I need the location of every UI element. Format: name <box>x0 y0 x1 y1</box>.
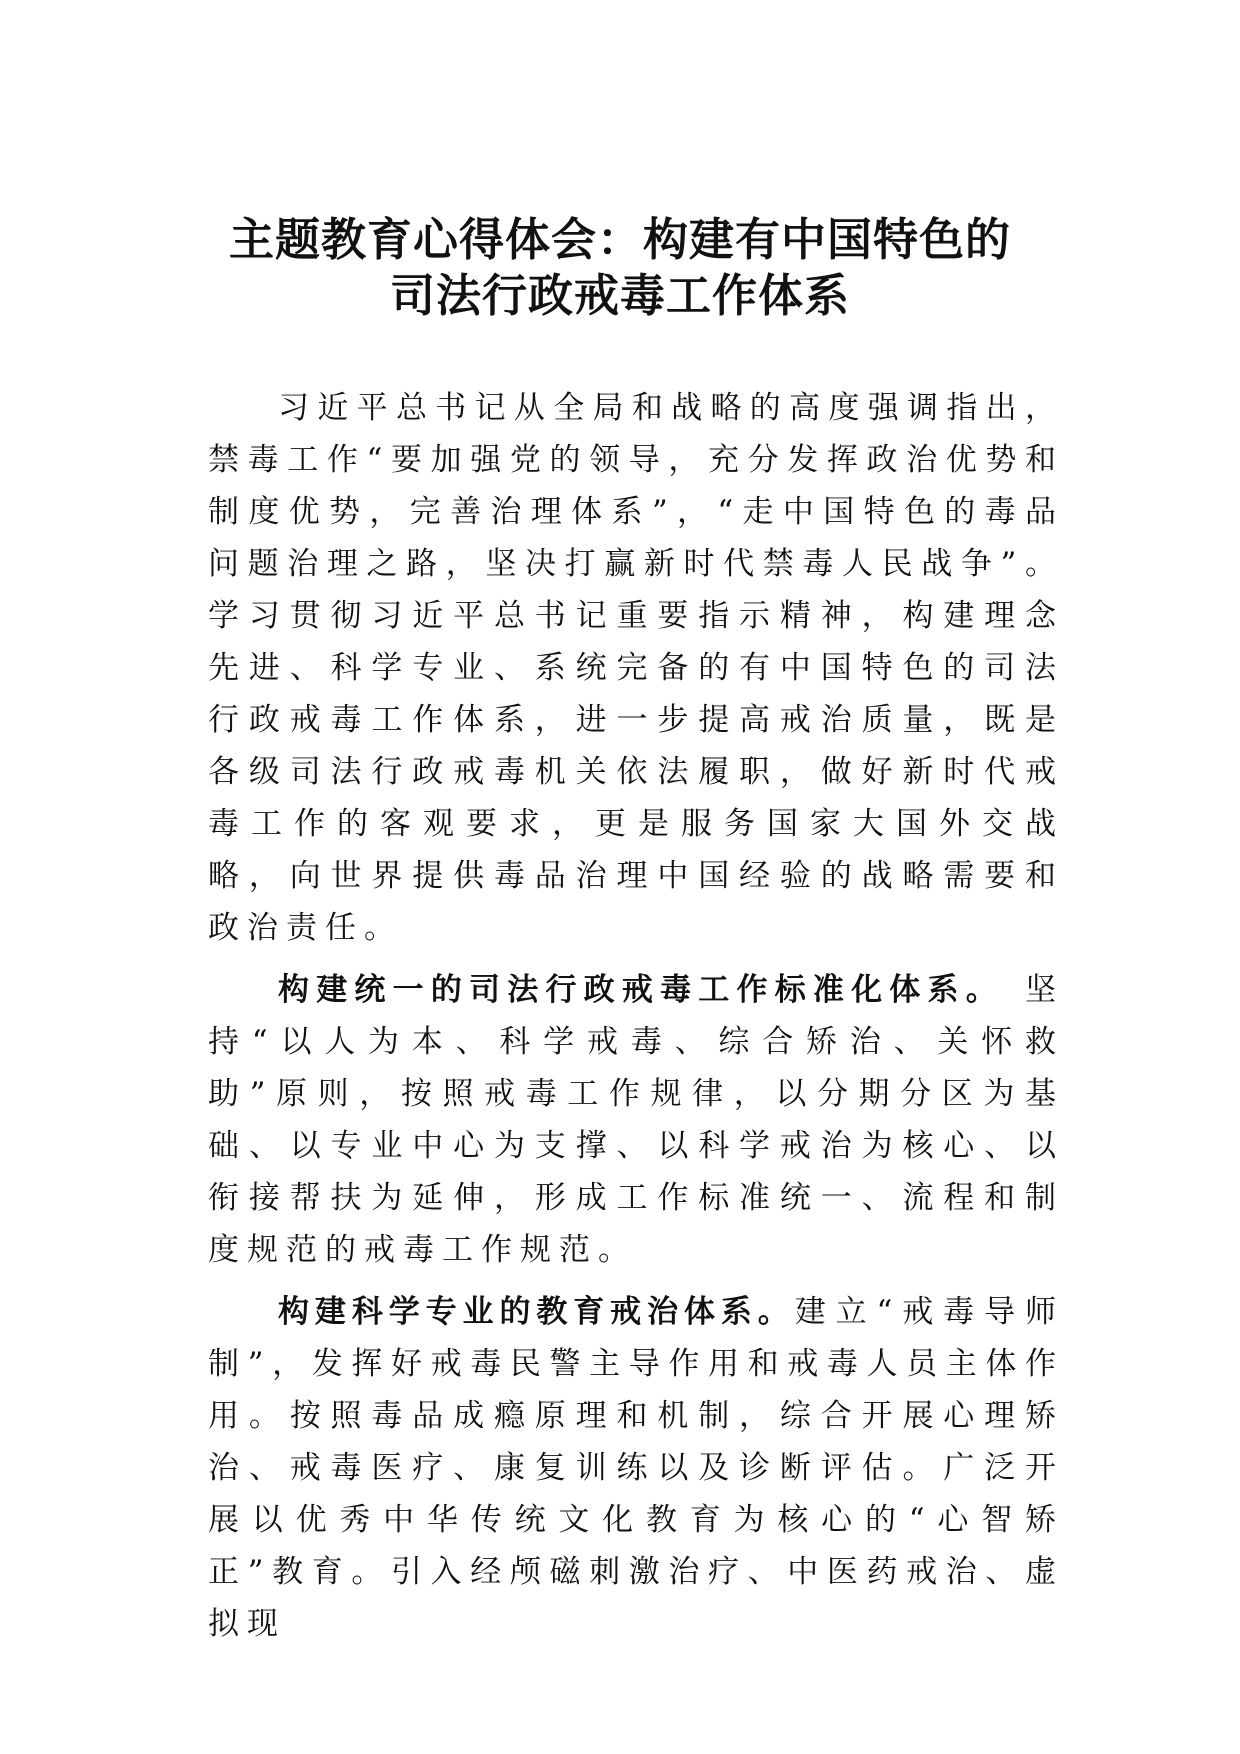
paragraph-lead-heading: 构建统一的司法行政戒毒工作标准化体系。 <box>278 972 1004 1008</box>
paragraph-text: 习近平总书记从全局和战略的高度强调指出，禁毒工作“要加强党的领导，充分发挥政治优势和制度优势，完善治理体系”，“走中国特色的毒品问题治理之路，坚决打赢新时代禁毒人民战争”。学习贯彻习近平总书记重要指示精神，构建理念先进、科学专业、系统完备的有中国特色的司法行政戒毒工作体系，进一步提高戒治质量，既是各级司法行政戒毒机关依法履职，做好新时代戒毒工作的客观要求，更是服务国家大国外交战略，向世界提供毒品治理中国经验的战略需要和政治责任。 <box>208 390 1064 946</box>
document-body <box>208 382 1064 1660</box>
paragraph-intro <box>208 382 1064 954</box>
paragraph-text: 建立“戒毒导师制”，发挥好戒毒民警主导作用和戒毒人员主体作用。按照毒品成瘾原理和机制，综合开展心理矫治、戒毒医疗、康复训练以及诊断评估。广泛开展以优秀中华传统文化教育为核心的“心智矫正”教育。引入经颅磁刺激治疗、中医药戒治、虚拟现 <box>208 1294 1064 1642</box>
paragraph-lead-heading: 构建科学专业的教育戒治体系。 <box>278 1294 795 1330</box>
title-line-1: 主题教育心得体会：构建有中国特色的 <box>228 213 1011 266</box>
document-title <box>150 212 1090 324</box>
paragraph-text: 坚持“以人为本、科学戒毒、综合矫治、关怀救助”原则，按照戒毒工作规律，以分期分区为基础、以专业中心为支撑、以科学戒治为核心、以衔接帮扶为延伸，形成工作标准统一、流程和制度规范的戒毒工作规范。 <box>208 972 1064 1268</box>
paragraph-education <box>208 1286 1064 1650</box>
title-line-2: 司法行政戒毒工作体系 <box>389 269 850 322</box>
paragraph-standardization <box>208 964 1064 1276</box>
